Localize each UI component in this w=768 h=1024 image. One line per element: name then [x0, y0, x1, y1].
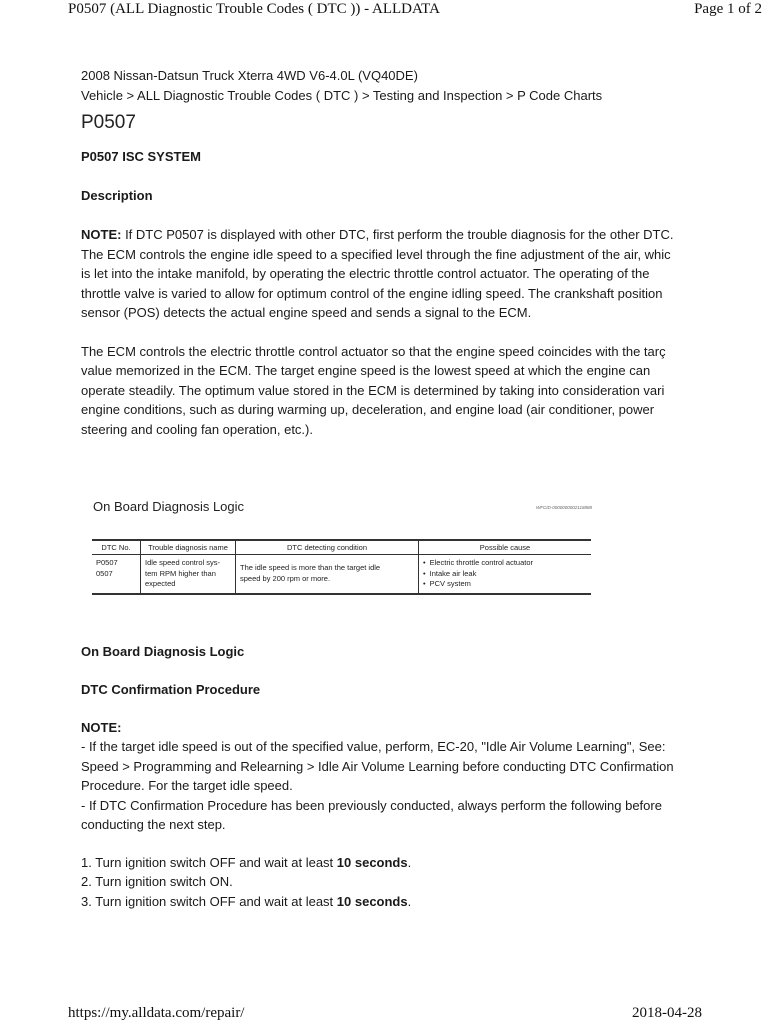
note-heading: NOTE: [81, 720, 122, 735]
detecting-condition-cell: The idle speed is more than the target idle speed by 200 rpm or more. [236, 555, 419, 594]
footer-url: https://my.alldata.com/repair/ [68, 1005, 245, 1021]
note-line: Procedure. For the target idle speed. [81, 778, 293, 793]
column-header: DTC No. [92, 540, 141, 555]
list-item: 1. Turn ignition switch OFF and wait at least 10 seconds. [81, 854, 412, 870]
section-title: P0507 ISC SYSTEM [81, 149, 201, 164]
page-number: Page 1 of 2 [694, 1, 762, 17]
column-header: DTC detecting condition [236, 540, 419, 555]
para1-line: The ECM controls the engine idle speed to a specified level through the fine adjustment of the air, whic [81, 246, 671, 262]
column-header: Possible cause [419, 540, 592, 555]
figure-title: On Board Diagnosis Logic [93, 499, 245, 514]
diagnosis-name-cell: Idle speed control sys- tem RPM higher than expected [141, 555, 236, 594]
note-list [81, 737, 688, 835]
dtc-table [92, 539, 591, 595]
page-header-title: P0507 (ALL Diagnostic Trouble Codes ( DTC )) - ALLDATA [68, 1, 440, 17]
list-item: • PCV system [423, 579, 587, 590]
confirmation-heading: DTC Confirmation Procedure [81, 682, 261, 697]
note-label: NOTE: [81, 227, 122, 242]
note-line: conducting the next step. [81, 817, 226, 832]
dtc-number-cell: P0507 0507 [92, 555, 141, 594]
figure-id: WFCID-0000000002118888 [536, 505, 592, 510]
description-heading: Description [81, 188, 153, 203]
footer-date: 2018-04-28 [632, 1005, 702, 1021]
possible-cause-cell [419, 555, 592, 594]
list-item: • Intake air leak [423, 569, 587, 580]
description-paragraph-1 [81, 225, 688, 323]
para2-line: operate steadily. The optimum value stored in the ECM is determined by taking into consideration vari [81, 382, 665, 398]
list-item: • Electric throttle control actuator [423, 558, 587, 569]
breadcrumb: Vehicle > ALL Diagnostic Trouble Codes ( DTC ) > Testing and Inspection > P Code Charts [81, 87, 603, 103]
obd-heading: On Board Diagnosis Logic [81, 644, 245, 659]
para1-line: is let into the intake manifold, by operating the electric throttle control actuator. The operating of the [81, 266, 650, 281]
para2-line: steering and cooling fan operation, etc.). [81, 421, 313, 437]
note-line: Speed > Programming and Relearning > Idle Air Volume Learning before conducting DTC Confirmation [81, 758, 674, 774]
column-header: Trouble diagnosis name [141, 540, 236, 555]
para1-line: NOTE: If DTC P0507 is displayed with other DTC, first perform the trouble diagnosis for the other DTC. [81, 227, 674, 242]
confirmation-section [81, 642, 688, 911]
list-item: 2. Turn ignition switch ON. [81, 874, 233, 889]
para2-line: The ECM controls the electric throttle control actuator so that the engine speed coincides with the tarç [81, 343, 666, 359]
para2-line: value memorized in the ECM. The target engine speed is the lowest speed at which the engine can [81, 363, 651, 378]
para2-line: engine conditions, such as during warming up, deceleration, and engine load (air conditioner, power [81, 402, 655, 417]
table-header-row [92, 540, 591, 555]
document-body [81, 66, 688, 439]
list-item: 3. Turn ignition switch OFF and wait at least 10 seconds. [81, 893, 412, 909]
para1-line: throttle valve is varied to allow for optimum control of the engine idling speed. The crankshaft position [81, 285, 663, 301]
para1-line: sensor (POS) detects the actual engine speed and sends a signal to the ECM. [81, 305, 532, 320]
note-line: - If DTC Confirmation Procedure has been previously conducted, always perform the following before [81, 797, 662, 813]
code-title: P0507 [81, 112, 136, 133]
note-line: - If the target idle speed is out of the specified value, perform, EC-20, "Idle Air Volume Learning", See: [81, 739, 666, 754]
table-row [92, 555, 591, 594]
description-paragraph-2 [81, 342, 688, 440]
vehicle-info: 2008 Nissan-Datsun Truck Xterra 4WD V6-4.0L (VQ40DE) [81, 68, 418, 83]
diagnosis-logic-figure [92, 493, 592, 603]
procedure-steps [81, 853, 688, 912]
